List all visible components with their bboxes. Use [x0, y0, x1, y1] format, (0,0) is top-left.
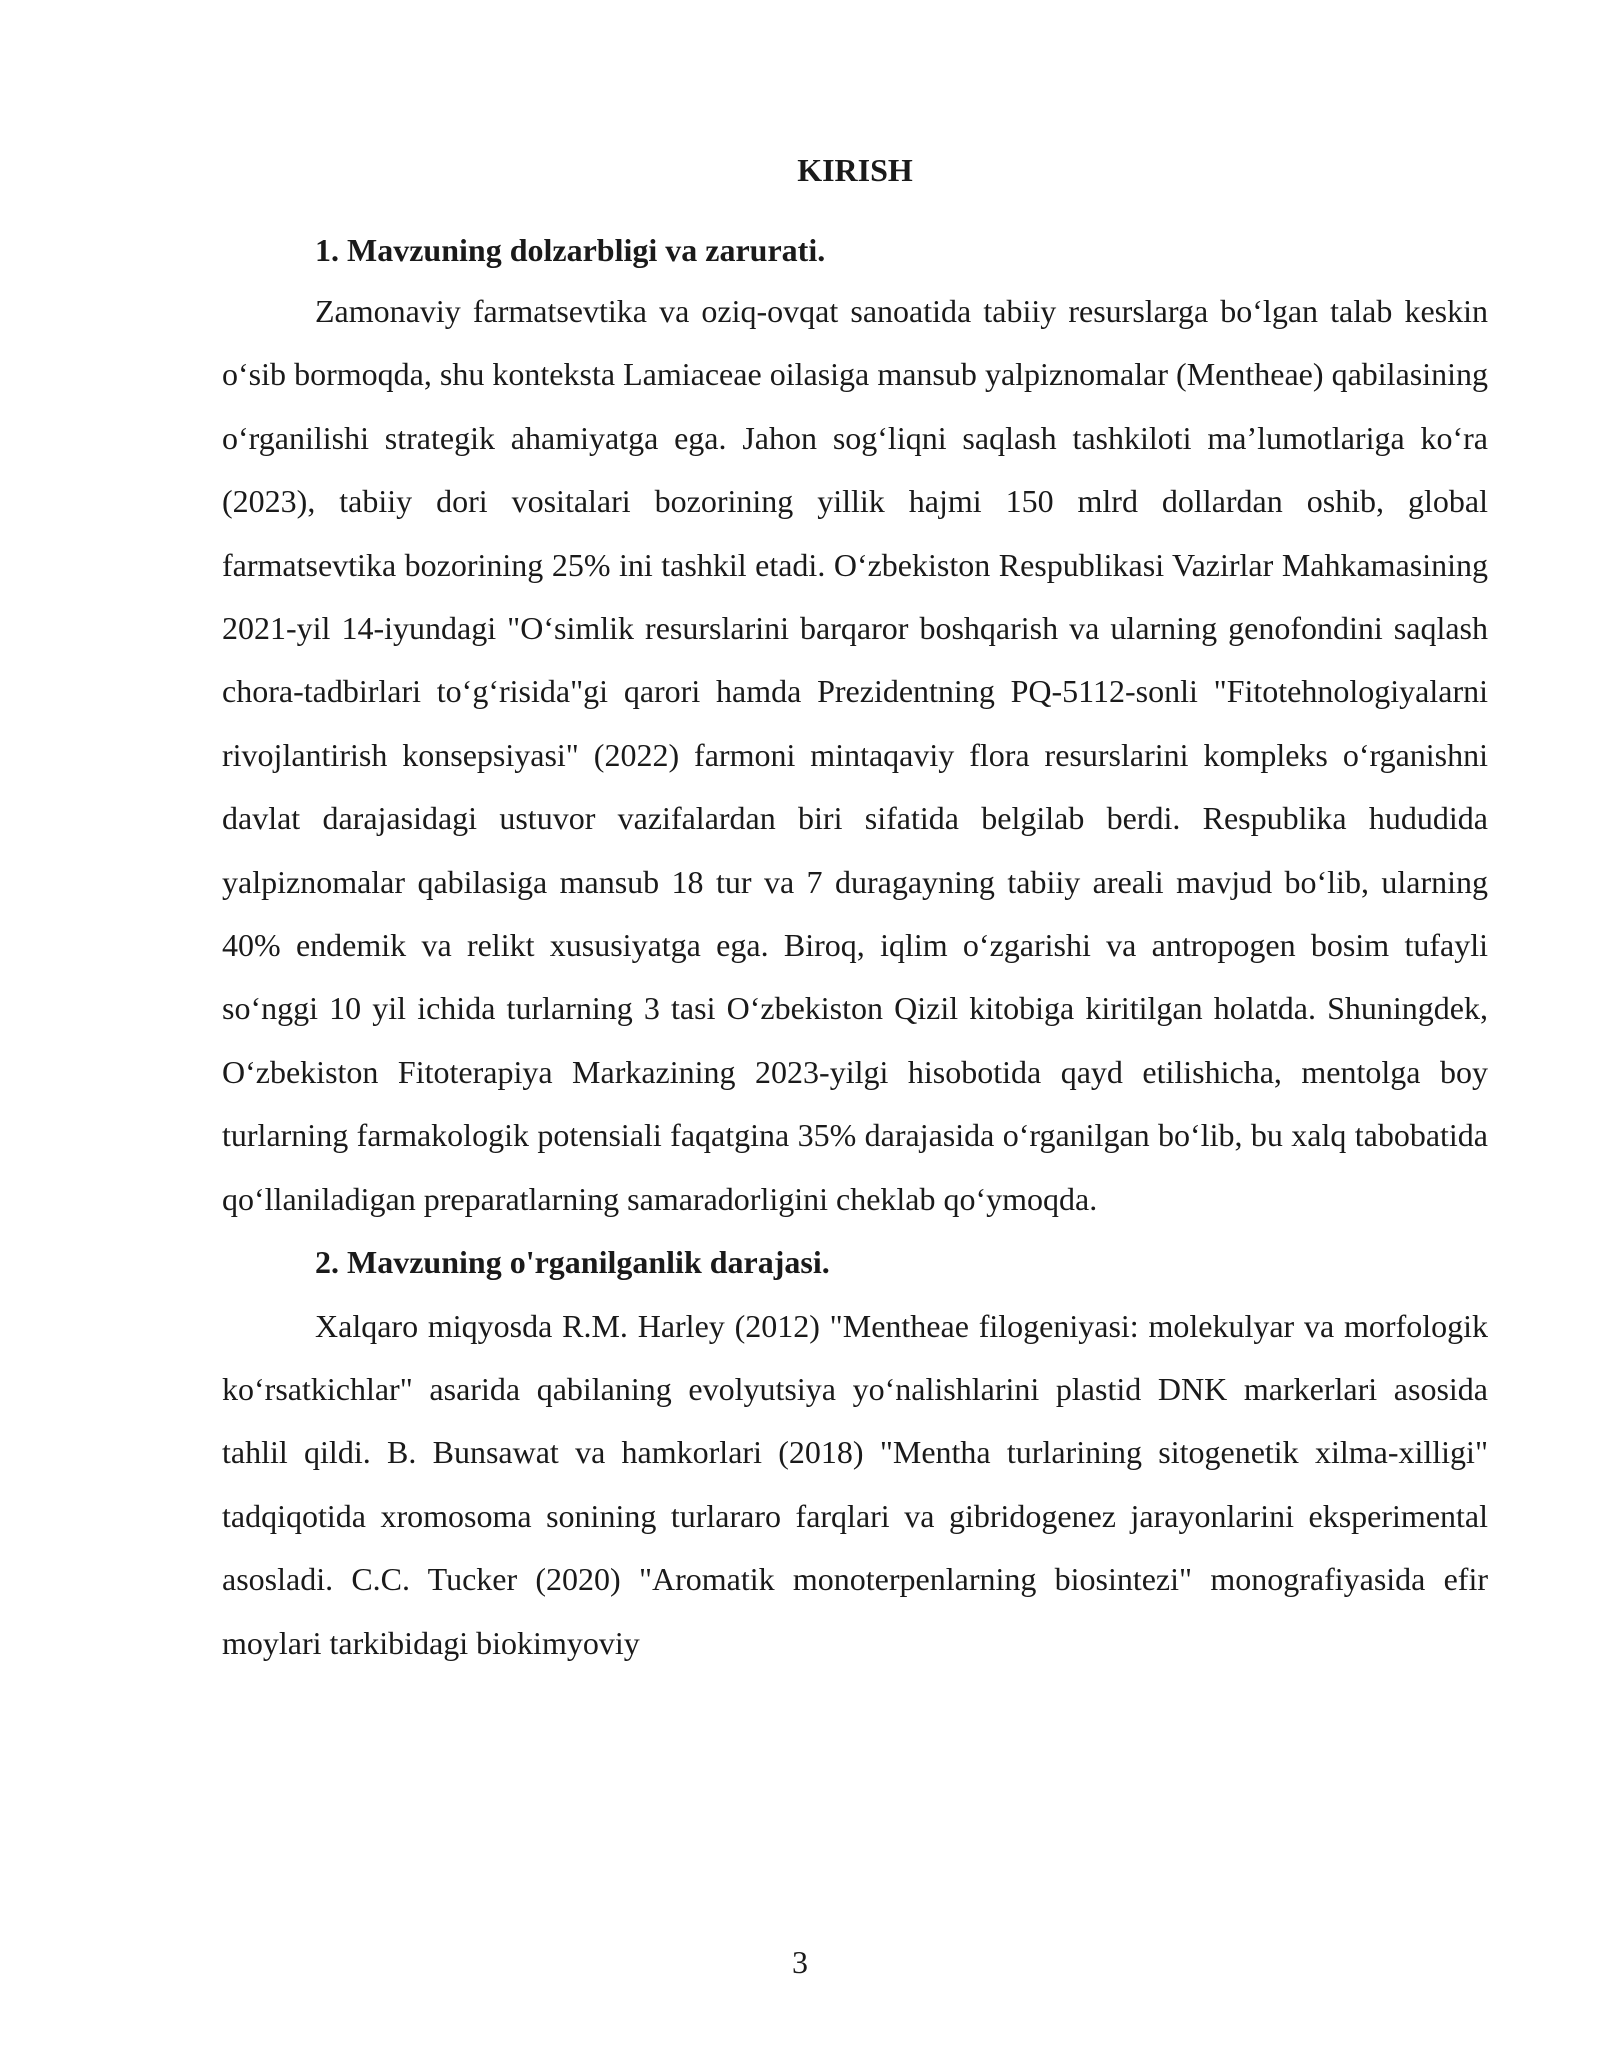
section-paragraph-relevance: Zamonaviy farmatsevtika va oziq-ovqat sanoatida tabiiy resurslarga boʻlgan talab keskin oʻsib bormoqda, shu konteksta Lamiaceae oilasiga mansub yalpiznomalar (Mentheae) qabilasining oʻrganilishi strategik ahamiyatga ega. Jahon sogʻliqni saqlash tashkiloti maʼlumotlariga koʻra (2023), tabiiy dori vositalari bozorining yillik hajmi 150 mlrd dollardan oshib, global farmatsevtika bozorining 25% ini tashkil etadi. Oʻzbekiston Respublikasi Vazirlar Mahkamasining 2021-yil 14-iyundagi "Oʻsimlik resurslarini barqaror boshqarish va ularning genofondini saqlash chora-tadbirlari toʻgʻrisida"gi qarori hamda Prezidentning PQ-5112-sonli "Fitotehnologiyalarni rivojlantirish konsepsiyasi" (2022) farmoni mintaqaviy flora resurslarini kompleks oʻrganishni davlat darajasidagi ustuvor vazifalardan biri sifatida belgilab berdi. Respublika hududida yalpiznomalar qabilasiga mansub 18 tur va 7 duragayning tabiiy areali mavjud boʻlib, ularning 40% endemik va relikt xususiyatga ega. Biroq, iqlim oʻzgarishi va antropogen bosim tufayli soʻnggi 10 yil ichida turlarning 3 tasi Oʻzbekiston Qizil kitobiga kiritilgan holatda. Shuningdek, Oʻzbekiston Fitoterapiya Markazining 2023-yilgi hisobotida qayd etilishicha, mentolga boy turlarning farmakologik potensiali faqatgina 35% darajasida oʻrganilgan boʻlib, bu xalq tabobatida qoʻllaniladigan preparatlarning samaradorligini cheklab qoʻymoqda. [222, 293, 1488, 1217]
section-heading-relevance: 1. Mavzuning dolzarbligi va zarurati. [315, 232, 826, 268]
section-heading-study-level: 2. Mavzuning o'rganilganlik darajasi. [315, 1244, 830, 1281]
page-number: 3 [792, 1944, 808, 1980]
document-page [222, 150, 1488, 1675]
section-paragraph-study-level: Xalqaro miqyosda R.M. Harley (2012) "Mentheae filogeniyasi: molekulyar va morfologik koʻrsatkichlar" asarida qabilaning evolyutsiya yoʻnalishlarini plastid DNK markerlari asosida tahlil qildi. B. Bunsawat va hamkorlari (2018) "Mentha turlarining sitogenetik xilma-xilligi" tadqiqotida xromosoma sonining turlararo farqlari va gibridogenez jarayonlarini eksperimental asosladi. C.C. Tucker (2020) "Aromatik monoterpenlarning biosintezi" monografiyasida efir moylari tarkibidagi biokimyoviy [222, 1307, 1488, 1661]
document-title: KIRISH [797, 152, 913, 188]
